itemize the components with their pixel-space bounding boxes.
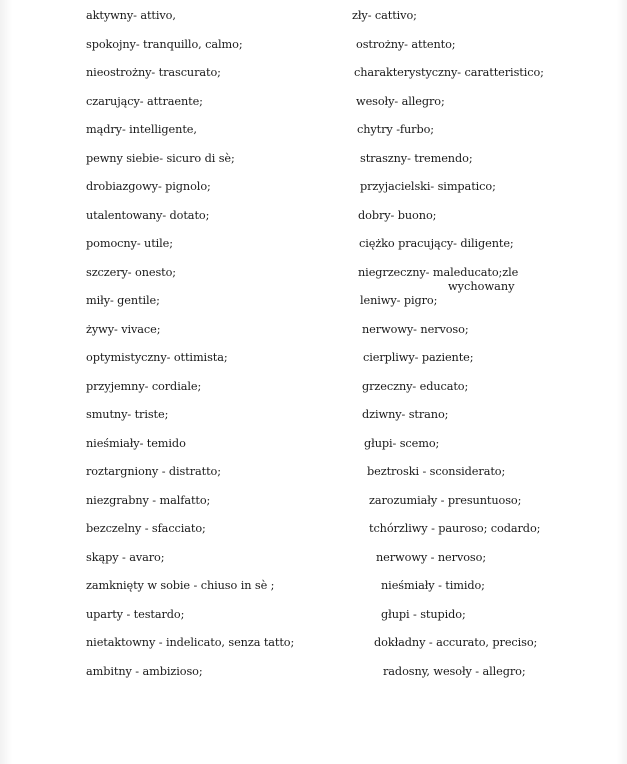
- page-left-edge: [0, 0, 12, 764]
- vocab-entry-right: grzeczny- educato;: [362, 380, 469, 393]
- vocab-entry-left: bezczelny - sfacciato;: [86, 522, 206, 535]
- vocab-entry-left: uparty - testardo;: [86, 608, 185, 621]
- vocab-entry-right: dobry- buono;: [358, 209, 437, 222]
- vocab-entry-left: roztargniony - distratto;: [86, 465, 221, 478]
- vocab-entry-left: miły- gentile;: [86, 294, 160, 307]
- vocab-entry-left: optymistyczny- ottimista;: [86, 351, 228, 364]
- vocab-entry-right: charakterystyczny- caratteristico;: [354, 66, 544, 79]
- vocab-entry-right: cierpliwy- paziente;: [363, 351, 474, 364]
- vocab-entry-left: pewny siebie- sicuro di sè;: [86, 152, 235, 165]
- vocab-entry-left: szczery- onesto;: [86, 266, 177, 279]
- vocab-entry-right: nerwowy- nervoso;: [362, 323, 469, 336]
- vocab-entry-left: pomocny- utile;: [86, 237, 173, 250]
- vocab-entry-left: mądry- intelligente,: [86, 123, 197, 136]
- vocab-entry-right: leniwy- pigro;: [360, 294, 438, 307]
- vocab-entry-right: nieśmiały - timido;: [381, 579, 485, 592]
- vocab-entry-right: dziwny- strano;: [362, 408, 449, 421]
- vocab-entry-right: dokładny - accurato, preciso;: [374, 636, 538, 649]
- vocab-entry-right: straszny- tremendo;: [360, 152, 473, 165]
- vocab-entry-left: niezgrabny - malfatto;: [86, 494, 211, 507]
- vocab-entry-left: nieostrożny- trascurato;: [86, 66, 221, 79]
- vocab-entry-left: utalentowany- dotato;: [86, 209, 210, 222]
- vocab-entry-left: nietaktowny - indelicato, senza tatto;: [86, 636, 295, 649]
- vocab-entry-left: przyjemny- cordiale;: [86, 380, 202, 393]
- vocab-entry-right: nerwowy - nervoso;: [376, 551, 487, 564]
- vocab-entry-right: zarozumiały - presuntuoso;: [369, 494, 522, 507]
- vocab-entry-left: aktywny- attivo,: [86, 9, 176, 22]
- vocab-entry-right: chytry -furbo;: [357, 123, 435, 136]
- vocab-entry-right: głupi- scemo;: [364, 437, 440, 450]
- vocab-entry-right: głupi - stupido;: [381, 608, 466, 621]
- vocab-entry-right: ostrożny- attento;: [356, 38, 456, 51]
- vocab-entry-right: przyjacielski- simpatico;: [360, 180, 496, 193]
- vocab-entry-left: czarujący- attraente;: [86, 95, 203, 108]
- vocab-entry-right: ciężko pracujący- diligente;: [359, 237, 514, 250]
- vocab-entry-right: zły- cattivo;: [352, 9, 417, 22]
- vocab-entry-right: beztroski - sconsiderato;: [367, 465, 506, 478]
- vocab-entry-left: żywy- vivace;: [86, 323, 161, 336]
- vocab-entry-left: smutny- triste;: [86, 408, 169, 421]
- vocab-entry-right: niegrzeczny- maleducato;zle: [358, 266, 519, 279]
- vocab-entry-left: spokojny- tranquillo, calmo;: [86, 38, 243, 51]
- vocab-entry-right: wesoły- allegro;: [356, 95, 445, 108]
- vocab-entry-left: nieśmiały- temido: [86, 437, 186, 450]
- page-right-edge: [617, 0, 627, 764]
- vocab-entry-left: ambitny - ambizioso;: [86, 665, 203, 678]
- vocab-entry-left: zamknięty w sobie - chiuso in sè ;: [86, 579, 275, 592]
- vocab-entry-right-wrap: wychowany: [448, 280, 515, 293]
- vocab-entry-left: drobiazgowy- pignolo;: [86, 180, 211, 193]
- vocab-entry-left: skąpy - avaro;: [86, 551, 165, 564]
- vocab-entry-right: tchórzliwy - pauroso; codardo;: [369, 522, 541, 535]
- vocab-entry-right: radosny, wesoły - allegro;: [383, 665, 526, 678]
